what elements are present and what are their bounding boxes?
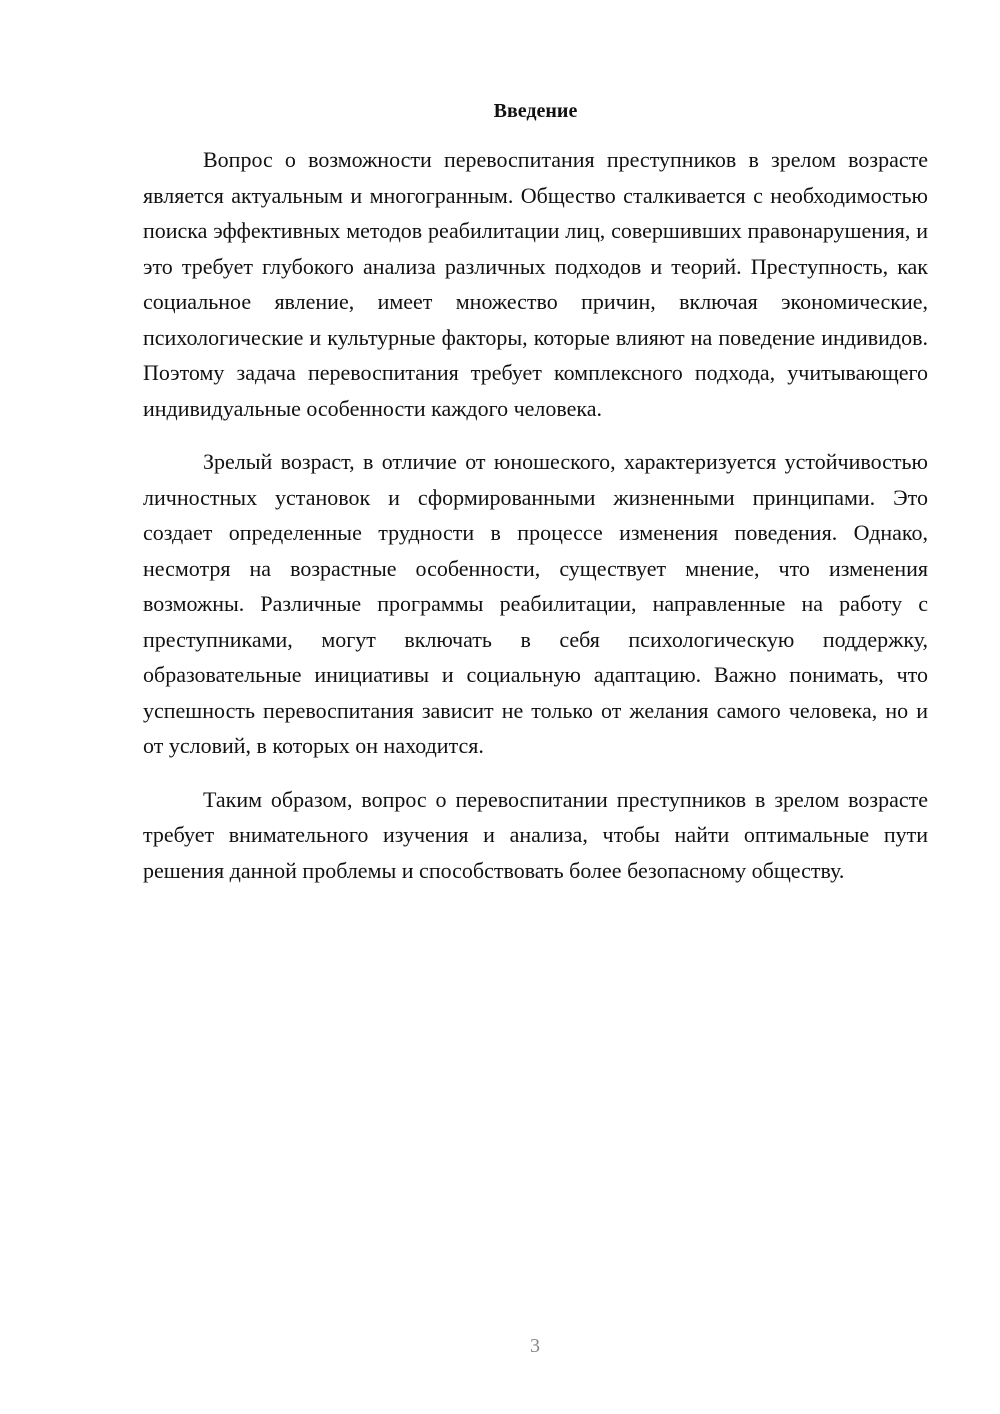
body-text bbox=[143, 142, 928, 906]
paragraph-2: Зрелый возраст, в отличие от юношеского, характеризуется устойчивостью личностных установок и сформированными жизненными принципами. Это создает определенные трудности в процессе изменения поведения. Однако, несмотря на возрастные особенности, существует мнение, что изменения возможны. Различные программы реабилитации, направленные на работу с преступниками, могут включать в себя психологическую поддержку, образовательные инициативы и социальную адаптацию. Важно понимать, что успешность перевоспитания зависит не только от желания самого человека, но и от условий, в которых он находится. bbox=[143, 449, 928, 758]
paragraph-1: Вопрос о возможности перевоспитания преступников в зрелом возрасте является актуальным и многогранным. Общество сталкивается с необходимостью поиска эффективных методов реабилитации лиц, совершивших правонарушения, и это требует глубокого анализа различных подходов и теорий. Преступность, как социальное явление, имеет множество причин, включая экономические, психологические и культурные факторы, которые влияют на поведение индивидов. Поэтому задача перевоспитания требует комплексного подхода, учитывающего индивидуальные особенности каждого человека. bbox=[143, 147, 928, 421]
paragraph-3: Таким образом, вопрос о перевоспитании преступников в зрелом возрасте требует внимательного изучения и анализа, чтобы найти оптимальные пути решения данной проблемы и способствовать более безопасному обществу. bbox=[143, 786, 928, 883]
page-number: 3 bbox=[530, 1335, 540, 1357]
section-heading: Введение bbox=[493, 100, 578, 122]
